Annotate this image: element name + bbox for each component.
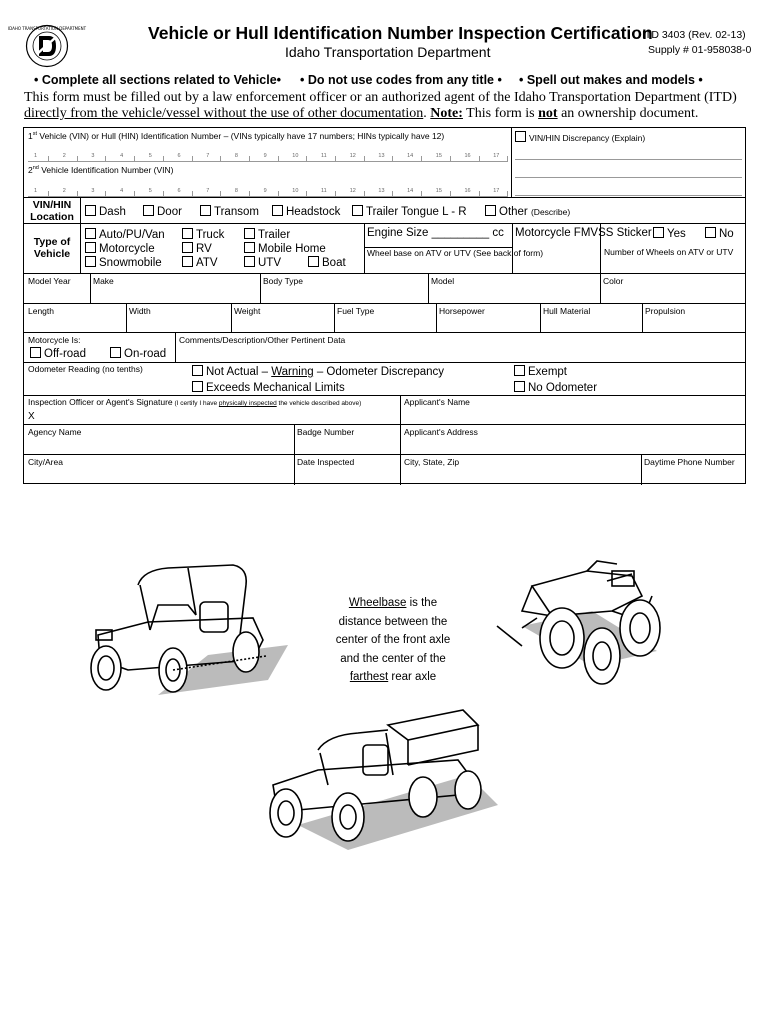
vin-digit-number: 6 bbox=[177, 153, 181, 159]
vin-digit-number: 9 bbox=[263, 153, 267, 159]
vin-digit-number: 7 bbox=[206, 153, 210, 159]
type-rv[interactable]: RV bbox=[182, 242, 212, 255]
vin-digit-separator bbox=[392, 156, 393, 161]
vin-digit-number: 8 bbox=[234, 188, 238, 194]
make-field[interactable]: Make bbox=[93, 276, 114, 286]
vin-digit-number: 3 bbox=[91, 188, 95, 194]
vin-digit-separator bbox=[450, 156, 451, 161]
type-utv[interactable]: UTV bbox=[244, 256, 281, 269]
vin-digit-separator bbox=[192, 191, 193, 196]
vin-digit-number: 9 bbox=[263, 188, 267, 194]
vin-digit-separator bbox=[306, 156, 307, 161]
vin-2-label: 2nd Vehicle Identification Number (VIN) bbox=[28, 165, 174, 175]
type-auto-pu-van[interactable]: Auto/PU/Van bbox=[85, 228, 165, 241]
vin-digit-number: 13 bbox=[378, 153, 385, 159]
exempt-checkbox[interactable]: Exempt bbox=[514, 365, 567, 378]
vin-digit-separator bbox=[105, 156, 106, 161]
vin-digit-separator bbox=[77, 191, 78, 196]
vin-digit-separator bbox=[450, 191, 451, 196]
vin-digit-number: 14 bbox=[407, 153, 414, 159]
vin-digit-number: 12 bbox=[349, 153, 356, 159]
type-trailer[interactable]: Trailer bbox=[244, 228, 290, 241]
vin-digit-separator bbox=[392, 191, 393, 196]
vin-digit-separator bbox=[335, 191, 336, 196]
hull-material-field[interactable]: Hull Material bbox=[543, 306, 591, 316]
inspection-form bbox=[23, 127, 746, 484]
vin-digit-separator bbox=[220, 156, 221, 161]
vin-digit-separator bbox=[48, 156, 49, 161]
vin-digit-separator bbox=[77, 156, 78, 161]
type-atv[interactable]: ATV bbox=[182, 256, 218, 269]
vin-digit-separator bbox=[134, 191, 135, 196]
vin-digit-number: 1 bbox=[34, 188, 38, 194]
vin-digit-number: 2 bbox=[62, 153, 66, 159]
vin-digit-number: 8 bbox=[234, 153, 238, 159]
badge-number-field[interactable]: Badge Number bbox=[297, 427, 355, 437]
vin-digit-number: 16 bbox=[464, 153, 471, 159]
vin-digit-separator bbox=[306, 191, 307, 196]
vin-digit-number: 5 bbox=[148, 188, 152, 194]
vin-digit-separator bbox=[278, 191, 279, 196]
type-snowmobile[interactable]: Snowmobile bbox=[85, 256, 162, 269]
city-area-field[interactable]: City/Area bbox=[28, 457, 63, 467]
vin-digit-separator bbox=[421, 191, 422, 196]
vin-digit-separator bbox=[48, 191, 49, 196]
on-road-checkbox[interactable]: On-road bbox=[110, 347, 166, 360]
vin-digit-separator bbox=[163, 191, 164, 196]
department-name: Idaho Transportation Department bbox=[285, 44, 491, 60]
fuel-type-field[interactable]: Fuel Type bbox=[337, 306, 375, 316]
vin-digit-number: 7 bbox=[206, 188, 210, 194]
odometer-field[interactable]: Odometer Reading (no tenths) bbox=[28, 364, 143, 374]
location-trailer-tongue[interactable]: Trailer Tongue L - R bbox=[352, 205, 467, 218]
exceeds-limits-checkbox[interactable]: Exceeds Mechanical Limits bbox=[192, 381, 345, 394]
vin-digit-separator bbox=[134, 156, 135, 161]
vin-digit-number: 11 bbox=[321, 153, 327, 159]
vin-digit-separator bbox=[507, 191, 508, 196]
vin-discrepancy-checkbox[interactable] bbox=[515, 131, 526, 142]
vin-digit-number: 16 bbox=[464, 188, 471, 194]
fmvss-yes[interactable]: Yes bbox=[653, 227, 686, 240]
motorcycle-is-label: Motorcycle Is: bbox=[28, 335, 81, 345]
date-inspected-field[interactable]: Date Inspected bbox=[297, 457, 355, 467]
applicant-address-field[interactable]: Applicant's Address bbox=[404, 427, 478, 437]
type-boat[interactable]: Boat bbox=[308, 256, 346, 269]
supply-number: Supply # 01-958038-0 bbox=[648, 44, 752, 56]
off-road-checkbox[interactable]: Off-road bbox=[30, 347, 86, 360]
weight-field[interactable]: Weight bbox=[234, 306, 261, 316]
type-truck[interactable]: Truck bbox=[182, 228, 224, 241]
vin-digit-number: 4 bbox=[120, 188, 124, 194]
vin-digit-separator bbox=[220, 191, 221, 196]
vin-digit-number: 5 bbox=[148, 153, 152, 159]
vin-digit-number: 3 bbox=[91, 153, 95, 159]
itd-seal-logo bbox=[7, 24, 87, 68]
vin-digit-number: 14 bbox=[407, 188, 414, 194]
vin-digit-separator bbox=[249, 191, 250, 196]
vin-digit-separator bbox=[364, 191, 365, 196]
width-field[interactable]: Width bbox=[129, 306, 151, 316]
type-mobile-home[interactable]: Mobile Home bbox=[244, 242, 326, 255]
color-field[interactable]: Color bbox=[603, 276, 624, 286]
num-wheels-label: Number of Wheels on ATV or UTV bbox=[604, 247, 734, 257]
form-number: ITD 3403 (Rev. 02-13) bbox=[642, 29, 746, 41]
location-dash[interactable]: Dash bbox=[85, 205, 126, 218]
location-headstock[interactable]: Headstock bbox=[272, 205, 340, 218]
signature-x-mark: X bbox=[28, 411, 35, 422]
length-field[interactable]: Length bbox=[28, 306, 54, 316]
vin-digit-number: 17 bbox=[493, 188, 500, 194]
vin-digit-separator bbox=[364, 156, 365, 161]
vin-digit-separator bbox=[192, 156, 193, 161]
bullet-no-codes: • Do not use codes from any title • bbox=[300, 73, 502, 87]
vin-digit-separator bbox=[479, 156, 480, 161]
vin-location-label: VIN/HIN Location bbox=[30, 199, 74, 223]
vin-digit-number: 12 bbox=[349, 188, 356, 194]
horsepower-field[interactable]: Horsepower bbox=[439, 306, 485, 316]
location-door[interactable]: Door bbox=[143, 205, 182, 218]
vin-digit-number: 4 bbox=[120, 153, 124, 159]
vin-digit-number: 15 bbox=[435, 153, 442, 159]
vin-digit-separator bbox=[278, 156, 279, 161]
body-type-field[interactable]: Body Type bbox=[263, 276, 304, 286]
location-transom[interactable]: Transom bbox=[200, 205, 259, 218]
vin-digit-separator bbox=[335, 156, 336, 161]
vin-digit-separator bbox=[249, 156, 250, 161]
instruction-text: This form must be filled out by a law enforcement officer or an authorized agent of the Idaho Transportation Department (ITD) directly from the vehicle/vessel without the use of other documentation. Note: This form is not an ownership document. bbox=[24, 90, 737, 121]
agency-name-field[interactable]: Agency Name bbox=[28, 427, 82, 437]
vin-digit-number: 2 bbox=[62, 188, 66, 194]
no-odometer-checkbox[interactable]: No Odometer bbox=[514, 381, 597, 394]
wheel-base-label: Wheel base on ATV or UTV (See back of form) bbox=[367, 248, 544, 258]
seal-lettering: IDAHO TRANSPORTATION DEPARTMENT bbox=[7, 26, 87, 31]
vin-digit-number: 11 bbox=[321, 188, 327, 194]
vin-digit-baseline bbox=[28, 161, 508, 162]
model-field[interactable]: Model bbox=[431, 276, 455, 286]
vin-digit-number: 1 bbox=[34, 153, 38, 159]
applicant-name-field[interactable]: Applicant's Name bbox=[404, 397, 470, 407]
cargo-utv-illustration bbox=[258, 705, 518, 855]
fmvss-sticker-label: Motorcycle FMVSS Sticker bbox=[515, 227, 652, 239]
model-year-field[interactable]: Model Year bbox=[28, 276, 71, 286]
comments-field[interactable]: Comments/Description/Other Pertinent Data bbox=[179, 335, 346, 345]
vin-digit-separator bbox=[105, 191, 106, 196]
vin-digit-separator bbox=[507, 156, 508, 161]
signature-field[interactable]: Inspection Officer or Agent's Signature (I certify I have physically inspected the vehicle described above) bbox=[28, 397, 362, 407]
form-title: Vehicle or Hull Identification Number Inspection Certification bbox=[148, 23, 653, 43]
vin-1-label: 1st Vehicle (VIN) or Hull (HIN) Identification Number – (VINs typically have 17 numbers; HINs typically have 12) bbox=[28, 131, 445, 141]
vin-digit-separator bbox=[163, 156, 164, 161]
city-state-zip-field[interactable]: City, State, Zip bbox=[404, 457, 460, 467]
propulsion-field[interactable]: Propulsion bbox=[645, 306, 686, 316]
bullet-complete-sections: • Complete all sections related to Vehicle• bbox=[34, 73, 282, 87]
location-other[interactable]: Other (Describe) bbox=[485, 205, 570, 218]
atv-illustration bbox=[492, 556, 687, 691]
fmvss-no[interactable]: No bbox=[705, 227, 734, 240]
type-motorcycle[interactable]: Motorcycle bbox=[85, 242, 155, 255]
vin-digit-separator bbox=[479, 191, 480, 196]
vin-digit-number: 10 bbox=[292, 153, 299, 159]
vehicle-type-label: Type of Vehicle bbox=[33, 236, 71, 260]
vin-digit-number: 13 bbox=[378, 188, 385, 194]
vin-digit-number: 15 bbox=[435, 188, 442, 194]
not-actual-checkbox[interactable]: Not Actual – Warning – Odometer Discrepancy bbox=[192, 365, 444, 378]
vin-digit-number: 6 bbox=[177, 188, 181, 194]
vin-digit-separator bbox=[421, 156, 422, 161]
vin-digit-baseline bbox=[28, 196, 508, 197]
wheelbase-note: Wheelbase is the distance between the center of the front axle and the center of the farthest rear axle bbox=[335, 597, 451, 683]
utv-illustration bbox=[88, 560, 293, 700]
vin-discrepancy-label: VIN/HIN Discrepancy (Explain) bbox=[515, 131, 645, 143]
vin-digit-number: 10 bbox=[292, 188, 299, 194]
engine-size-field[interactable]: Engine Size _________ cc bbox=[367, 227, 504, 239]
bullet-spell-out: • Spell out makes and models • bbox=[519, 73, 703, 87]
daytime-phone-field[interactable]: Daytime Phone Number bbox=[644, 457, 735, 467]
vin-digit-number: 17 bbox=[493, 153, 500, 159]
